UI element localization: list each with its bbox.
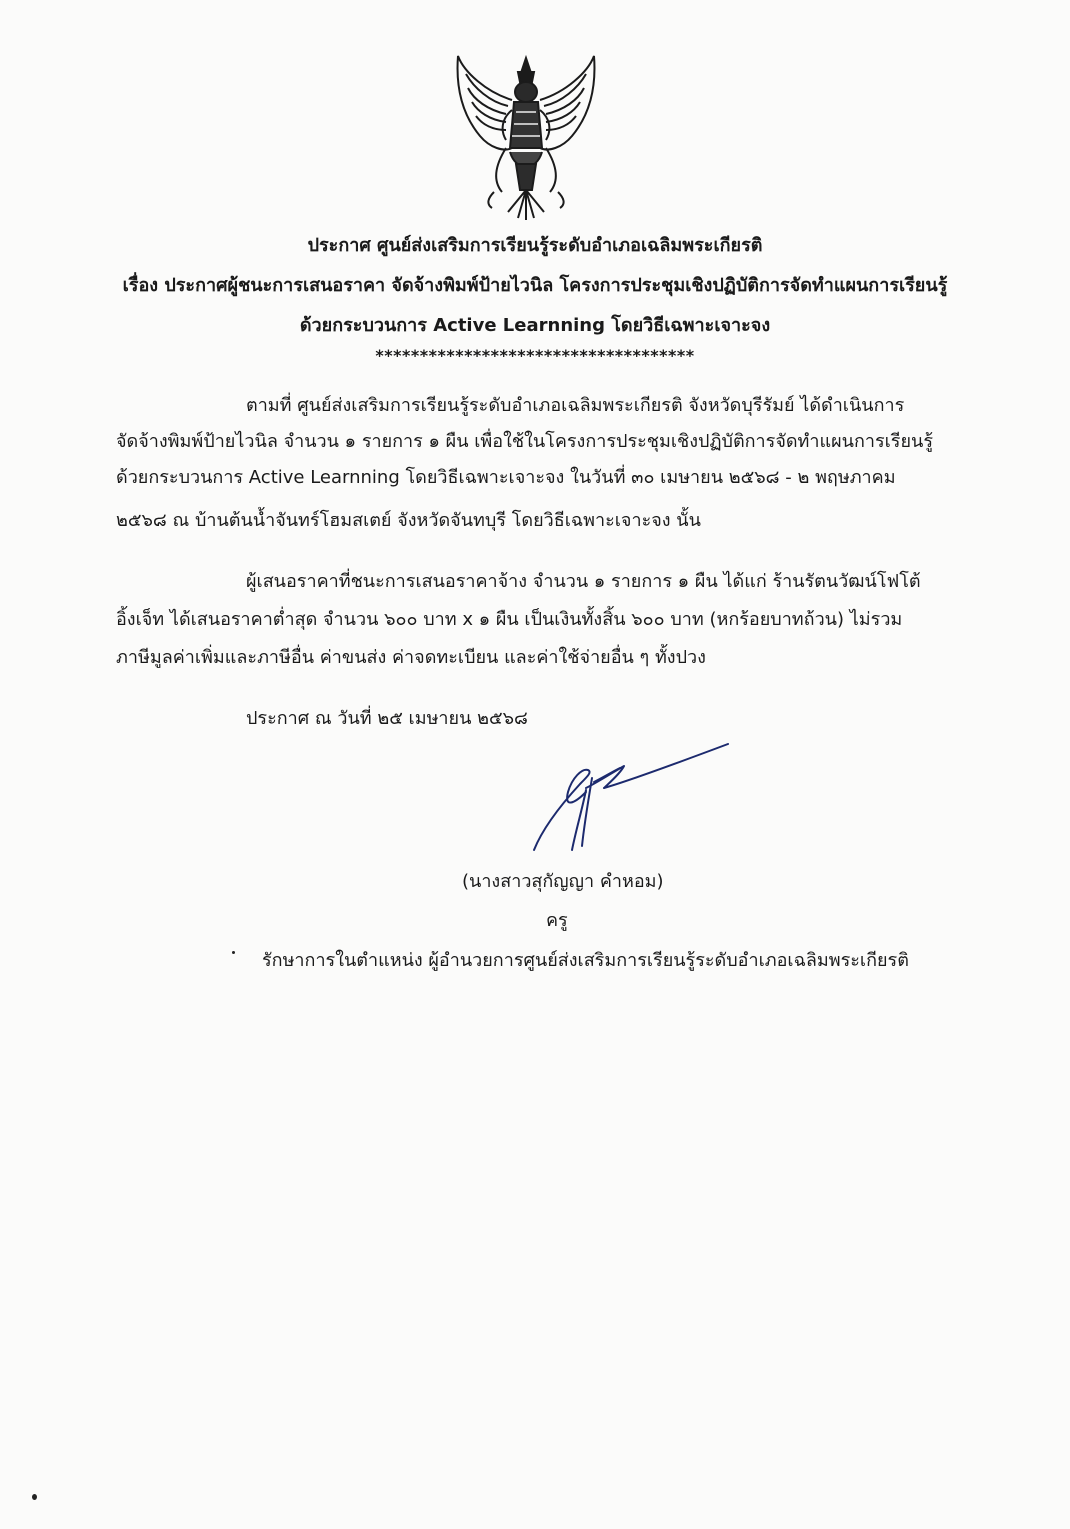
speck <box>32 1494 37 1500</box>
separator-line: ************************************ <box>375 346 695 365</box>
paragraph-2-line-2: อิ้งเจ็ท ได้เสนอราคาต่ำสุด จำนวน ๖๐๐ บาท x ๑ ผืน เป็นเงินทั้งสิ้น ๖๐๐ บาท (หกร้อยบาทถ้วน) ไม่รวม <box>116 609 903 630</box>
announcement-title: ประกาศ ศูนย์ส่งเสริมการเรียนรู้ระดับอำเภอเฉลิมพระเกียรติ <box>307 235 763 256</box>
handwritten-signature <box>528 738 738 858</box>
speck <box>232 951 235 954</box>
signatory-position: ครู <box>546 910 568 931</box>
paragraph-1-line-3: ด้วยกระบวนการ Active Learnning โดยวิธีเฉพาะเจาะจง ในวันที่ ๓๐ เมษายน ๒๕๖๘ - ๒ พฤษภาคม <box>116 467 896 488</box>
signatory-acting-position: รักษาการในตำแหน่ง ผู้อำนวยการศูนย์ส่งเสริมการเรียนรู้ระดับอำเภอเฉลิมพระเกียรติ <box>262 950 909 971</box>
subject-line: เรื่อง ประกาศผู้ชนะการเสนอราคา จัดจ้างพิมพ์ป้ายไวนิล โครงการประชุมเชิงปฏิบัติการจัดทำแผนการเรียนรู้ <box>122 275 948 296</box>
garuda-emblem-icon <box>446 52 606 224</box>
paragraph-1-line-2: จัดจ้างพิมพ์ป้ายไวนิล จำนวน ๑ รายการ ๑ ผืน เพื่อใช้ในโครงการประชุมเชิงปฏิบัติการจัดทำแผนการเรียนรู้ <box>116 431 933 452</box>
subject-line-continued: ด้วยกระบวนการ Active Learnning โดยวิธีเฉพาะเจาะจง <box>299 315 771 336</box>
paragraph-2-line-3: ภาษีมูลค่าเพิ่มและภาษีอื่น ค่าขนส่ง ค่าจดทะเบียน และค่าใช้จ่ายอื่น ๆ ทั้งปวง <box>116 647 706 668</box>
announcement-date: ประกาศ ณ วันที่ ๒๕ เมษายน ๒๕๖๘ <box>246 708 528 729</box>
paragraph-1-line-4: ๒๕๖๘ ณ บ้านต้นน้ำจันทร์โฮมสเตย์ จังหวัดจันทบุรี โดยวิธีเฉพาะเจาะจง นั้น <box>116 510 701 531</box>
paragraph-1-line-1: ตามที่ ศูนย์ส่งเสริมการเรียนรู้ระดับอำเภอเฉลิมพระเกียรติ จังหวัดบุรีรัมย์ ได้ดำเนินการ <box>246 395 905 416</box>
paragraph-2-line-1: ผู้เสนอราคาที่ชนะการเสนอราคาจ้าง จำนวน ๑ รายการ ๑ ผืน ได้แก่ ร้านรัตนวัฒน์โฟโต้ <box>246 571 921 592</box>
signatory-name: (นางสาวสุกัญญา คำหอม) <box>462 871 664 892</box>
